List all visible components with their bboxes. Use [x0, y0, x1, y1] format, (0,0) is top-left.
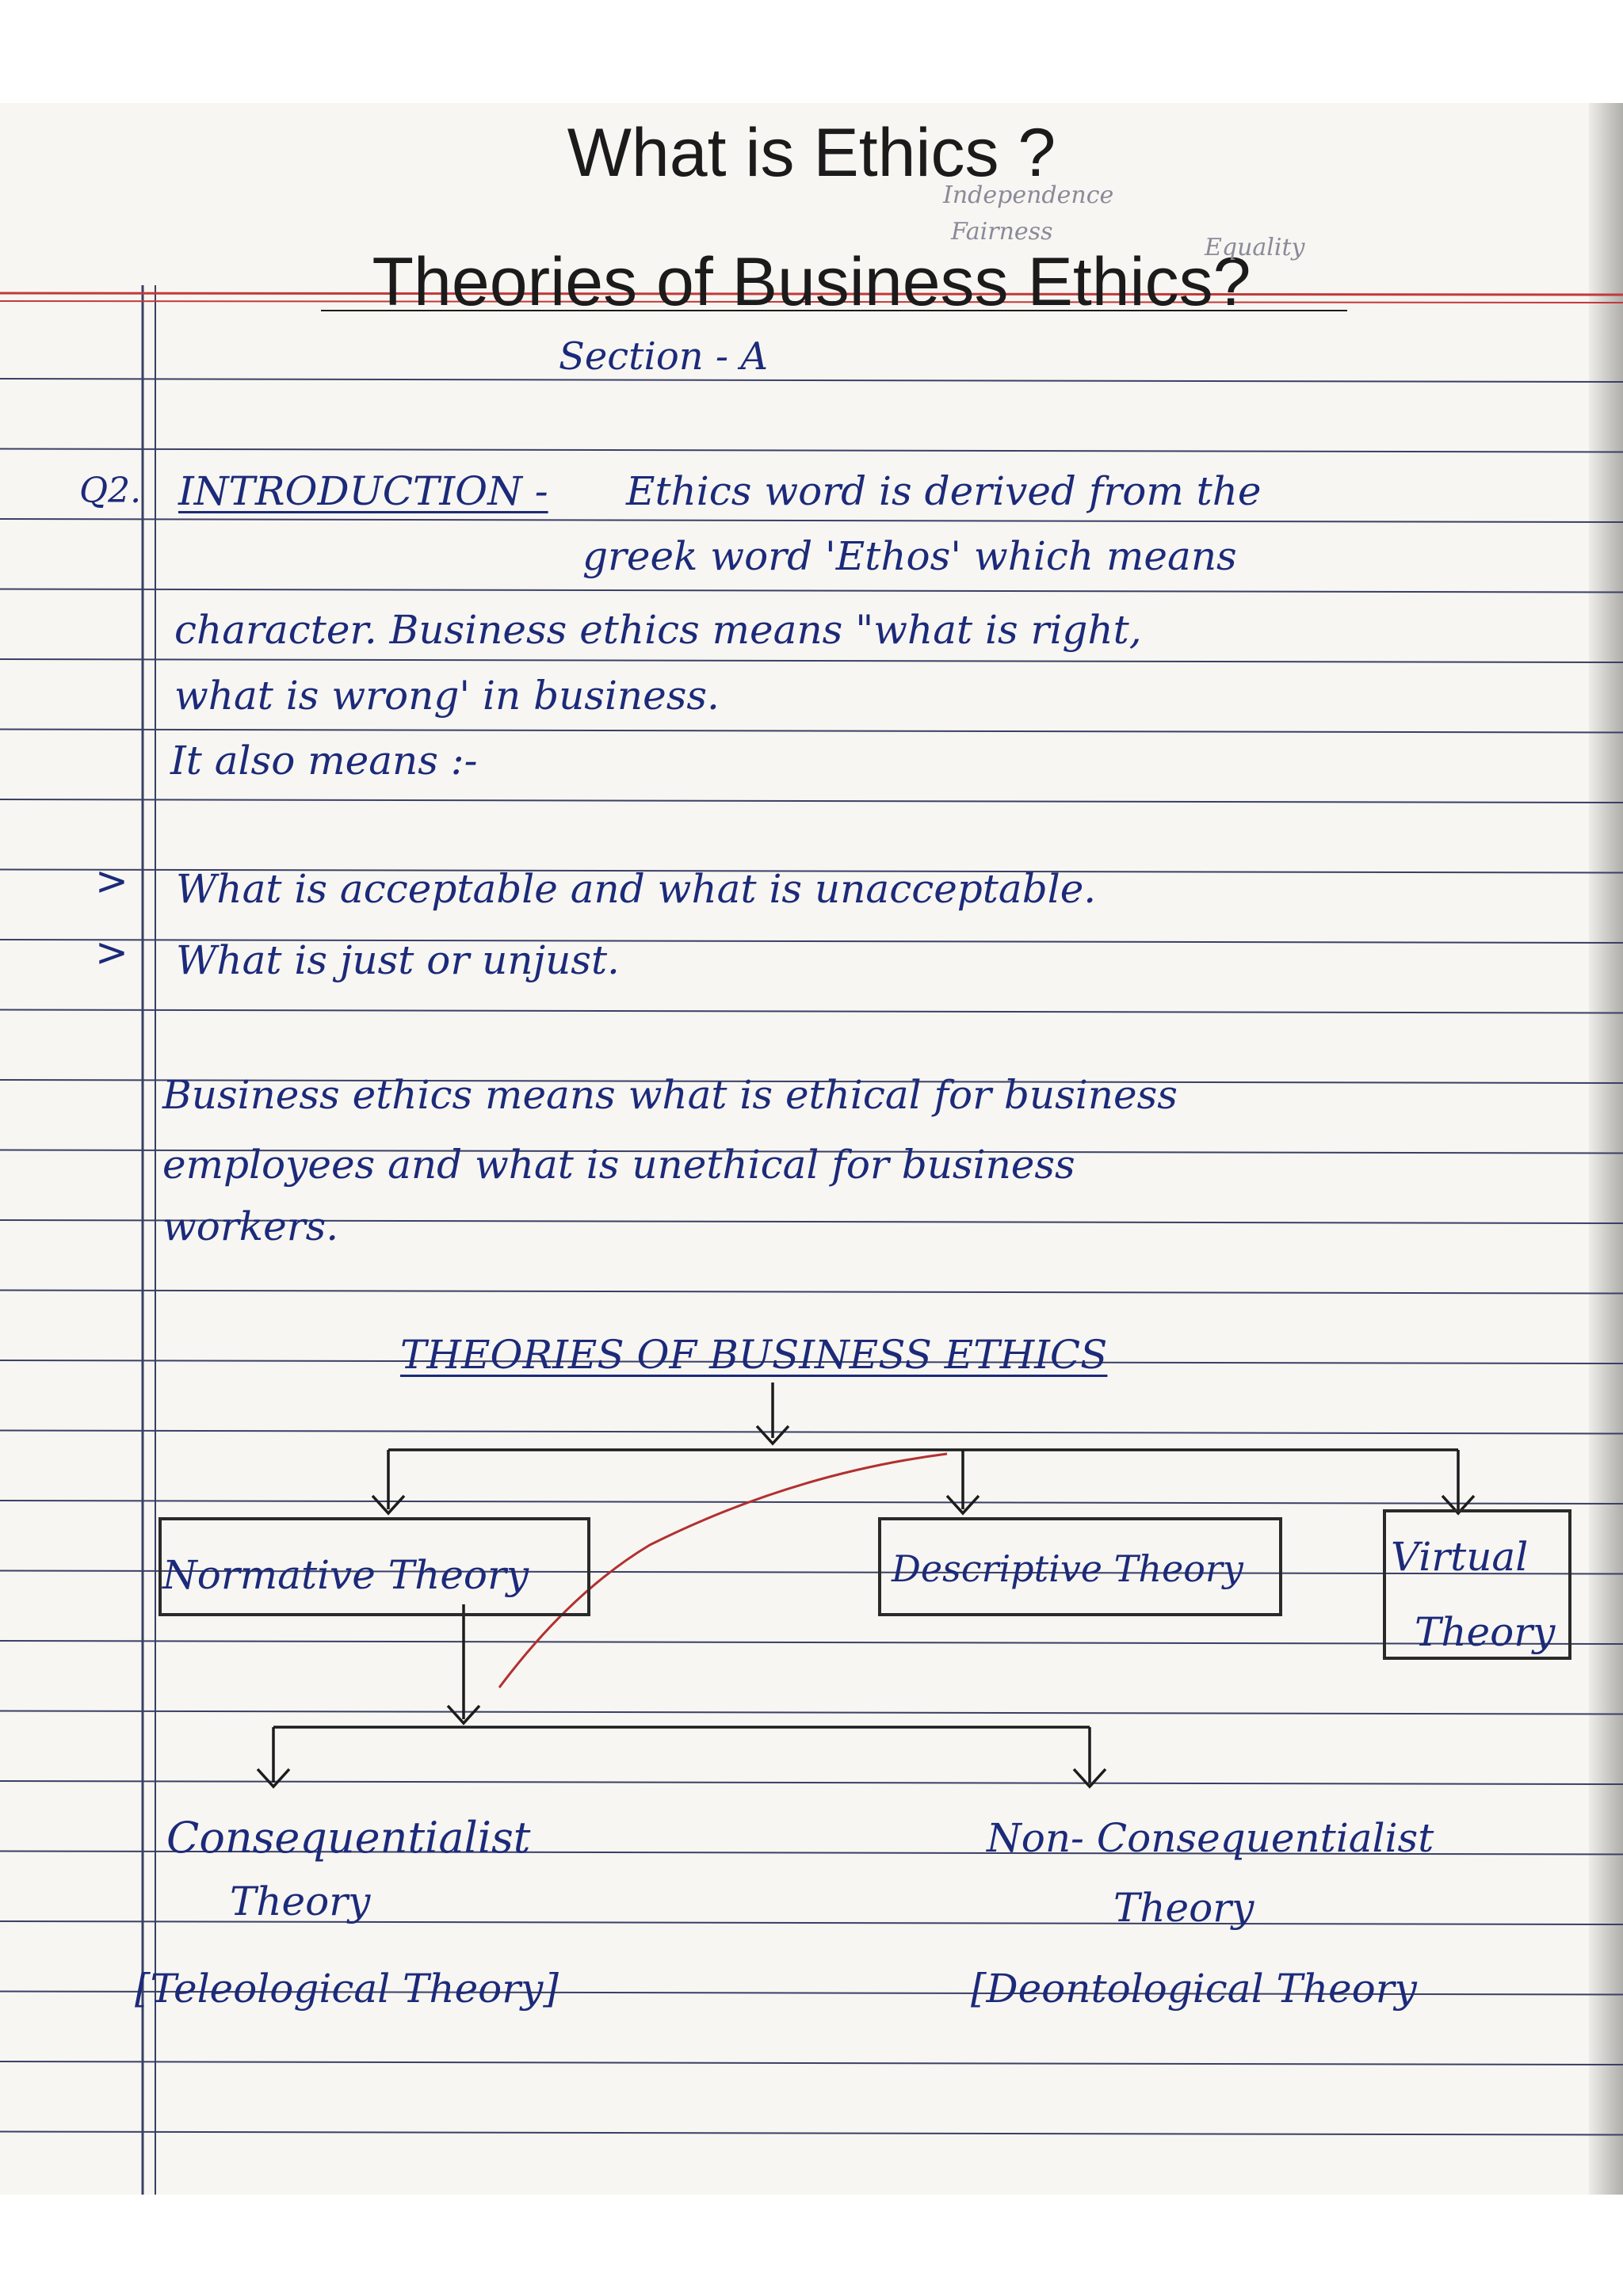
virtual-theory-label-2: Theory [1415, 1609, 1556, 1655]
introduction-heading: INTRODUCTION - [178, 468, 548, 514]
rule-line [0, 379, 1623, 382]
paragraph-line-1: Business ethics means what is ethical for business [162, 1072, 1178, 1118]
margin-note-equality: Equality [1205, 234, 1305, 261]
consequentialist-line-1: Consequentialist [166, 1813, 531, 1863]
virtual-theory-label-1: Virtual [1391, 1534, 1529, 1580]
point-2: What is just or unjust. [176, 937, 620, 983]
rule-line [0, 589, 1623, 593]
section-label: Section - A [559, 334, 769, 379]
rule-line [0, 1501, 1623, 1504]
rule-line [0, 2132, 1623, 2135]
rule-line [0, 730, 1623, 733]
normative-theory-label: Normative Theory [162, 1552, 529, 1598]
rule-line [0, 1291, 1623, 1294]
rule-line [0, 659, 1623, 662]
consequentialist-line-3: [Teleological Theory] [135, 1966, 559, 2012]
paragraph-line-2: employees and what is unethical for business [162, 1142, 1075, 1188]
consequentialist-line-2: Theory [230, 1878, 371, 1924]
intro-line-2: greek word 'Ethos' which means [582, 533, 1237, 579]
margin-note-independence: Independence [943, 181, 1114, 209]
point-1: What is acceptable and what is unacceptable. [176, 866, 1097, 912]
nonconsequentialist-line-2: Theory [1113, 1885, 1254, 1931]
descriptive-theory-label: Descriptive Theory [892, 1547, 1243, 1590]
intro-line-1: Ethics word is derived from the [626, 468, 1262, 514]
rule-line [0, 1431, 1623, 1434]
page-subtitle: Theories of Business Ethics? [372, 244, 1251, 320]
question-number: Q2. [79, 471, 142, 511]
intro-line-5: It also means :- [170, 738, 478, 784]
page-title: What is Ethics ? [567, 115, 1056, 191]
rule-line [0, 449, 1623, 452]
rule-line [0, 1711, 1623, 1714]
nonconsequentialist-line-3: [Deontological Theory [971, 1966, 1417, 2012]
theories-heading: THEORIES OF BUSINESS ETHICS [400, 1332, 1108, 1378]
rule-line [0, 1641, 1623, 1644]
rule-line [0, 2061, 1623, 2065]
intro-line-4: what is wrong' in business. [174, 673, 720, 719]
nonconsequentialist-line-1: Non- Consequentialist [987, 1815, 1434, 1861]
bullet-marker: > [95, 929, 128, 975]
intro-line-3: character. Business ethics means "what is right, [174, 607, 1142, 653]
bullet-marker: > [95, 858, 128, 904]
rule-line [0, 799, 1623, 803]
margin-note-fairness: Fairness [951, 218, 1053, 246]
rule-line [0, 1010, 1623, 1013]
rule-line [0, 519, 1623, 522]
rule-line [0, 1781, 1623, 1784]
paragraph-line-3: workers. [162, 1203, 339, 1249]
